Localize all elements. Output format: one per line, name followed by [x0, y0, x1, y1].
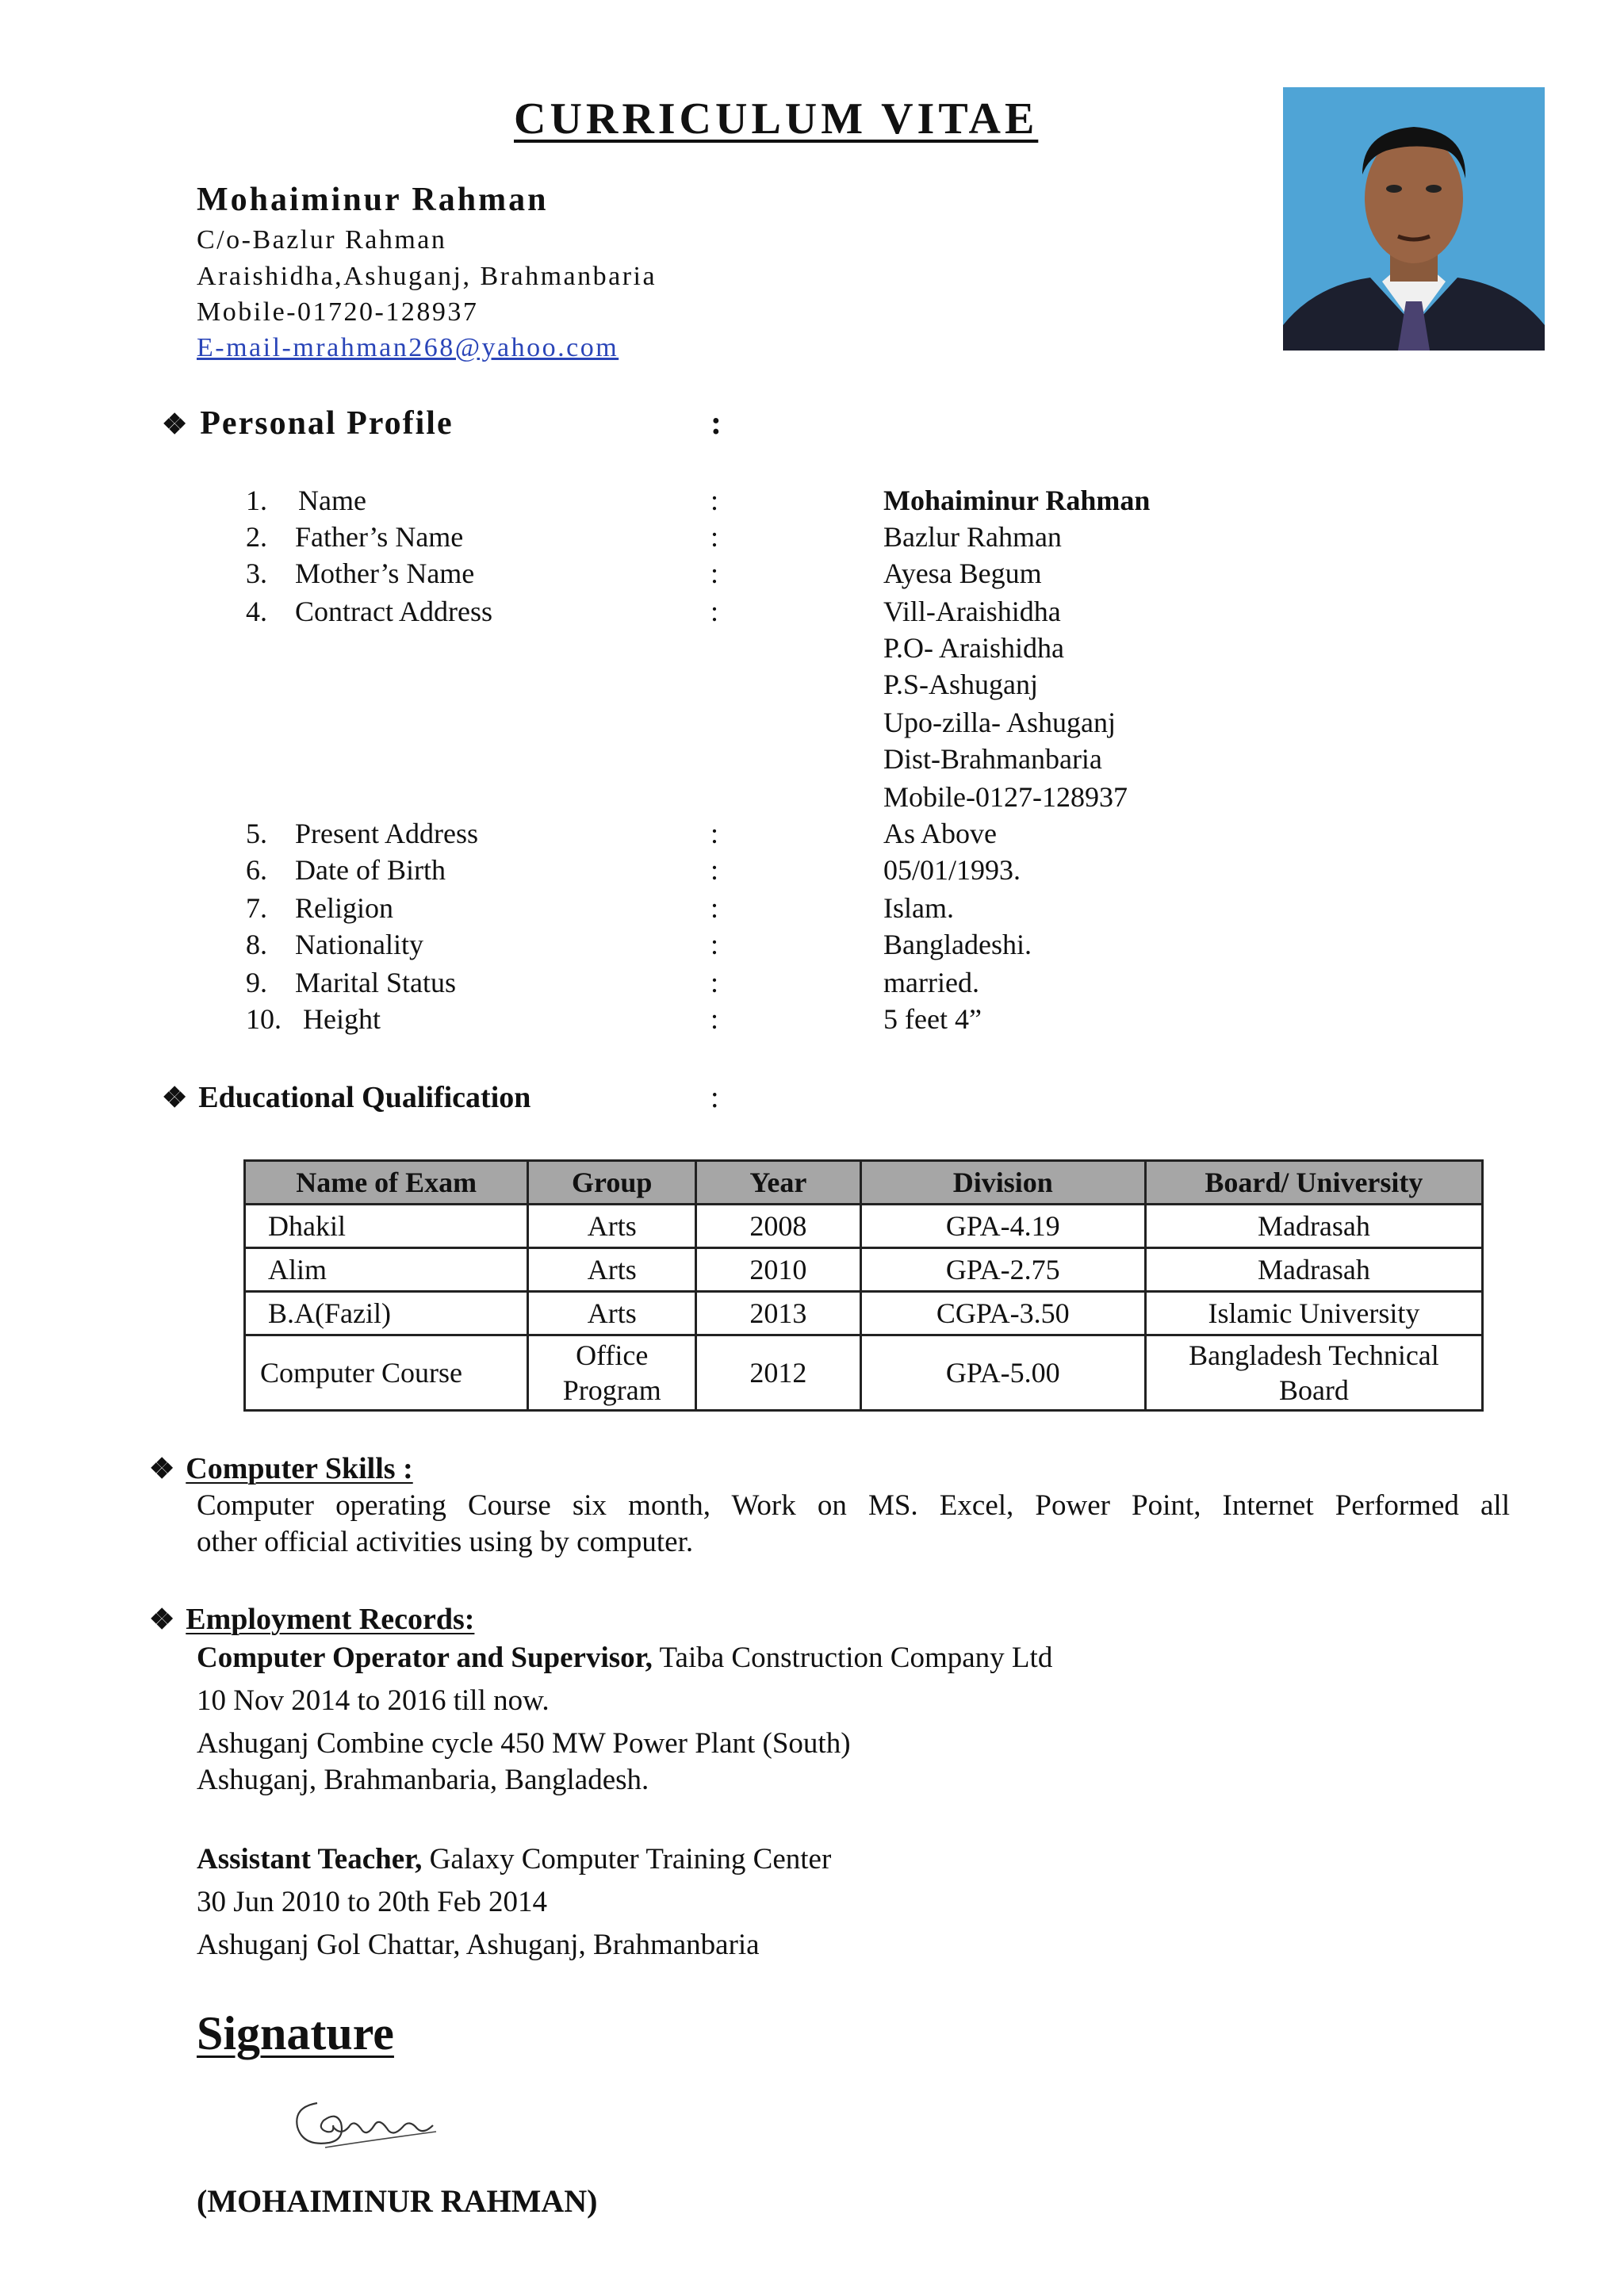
- email-link[interactable]: E-mail-mrahman268@yahoo.com: [197, 333, 619, 362]
- profile-value: Vill-Araishidha: [883, 596, 1061, 627]
- job-title-line: [197, 1640, 1052, 1676]
- profile-label: Contract Address: [295, 596, 492, 627]
- column-header: Year: [696, 1161, 861, 1205]
- profile-colon: :: [710, 521, 719, 553]
- profile-num: 2.: [246, 521, 267, 553]
- four-diamond-bullet-icon: ❖: [162, 408, 190, 440]
- four-diamond-bullet-icon: ❖: [149, 1603, 175, 1635]
- board-line: Bangladesh Technical: [1189, 1339, 1439, 1371]
- table-row: [245, 1292, 1483, 1335]
- profile-colon: :: [710, 485, 719, 516]
- table-header-row: [245, 1161, 1483, 1205]
- profile-colon: :: [710, 596, 719, 627]
- profile-num: 9.: [246, 967, 267, 998]
- employment-heading: ❖ Employment Records:: [149, 1603, 475, 1636]
- mobile-line: Mobile-01720-128937: [197, 297, 479, 327]
- job-location: Ashuganj Combine cycle 450 MW Power Plant (South): [197, 1727, 851, 1760]
- computer-skills-heading: ❖ Computer Skills :: [149, 1452, 413, 1485]
- profile-colon: :: [710, 557, 719, 589]
- address-extra-line: P.O- Araishidha: [883, 632, 1064, 664]
- table-cell: Computer Course: [245, 1335, 528, 1411]
- job-company: Taiba Construction Company Ltd: [652, 1642, 1053, 1674]
- table-cell: B.A(Fazil): [245, 1292, 528, 1335]
- profile-value: married.: [883, 967, 979, 998]
- profile-colon: :: [710, 892, 719, 924]
- computer-skills-text: [197, 1488, 1510, 1561]
- profile-num: 6.: [246, 854, 267, 886]
- profile-label: Height: [303, 1003, 381, 1035]
- education-heading: ❖ Educational Qualification: [162, 1081, 531, 1114]
- address-extra-line: Mobile-0127-128937: [883, 781, 1128, 813]
- address-extra-line: Upo-zilla- Ashuganj: [883, 707, 1116, 738]
- table-row: [245, 1248, 1483, 1292]
- table-cell: 2013: [696, 1292, 861, 1335]
- table-cell: Dhakil: [245, 1205, 528, 1248]
- job-location: Ashuganj Gol Chattar, Ashuganj, Brahmanbaria: [197, 1929, 760, 1961]
- profile-num: 5.: [246, 818, 267, 849]
- person-portrait-image: [1283, 87, 1545, 351]
- personal-profile-heading: ❖ Personal Profile: [162, 405, 454, 442]
- job-entry: [197, 1640, 1052, 1799]
- profile-value: Ayesa Begum: [883, 557, 1042, 589]
- address-line: Araishidha,Ashuganj, Brahmanbaria: [197, 262, 657, 291]
- table-cell: Arts: [528, 1248, 696, 1292]
- table-cell: Arts: [528, 1205, 696, 1248]
- profile-colon: :: [710, 818, 719, 849]
- skills-line: Computer operating Course six month, Work on MS. Excel, Power Point, Internet Performed all: [197, 1489, 1510, 1522]
- group-line: Office: [576, 1339, 649, 1371]
- table-row: [245, 1335, 1483, 1411]
- column-header: Division: [860, 1161, 1145, 1205]
- job-period: 10 Nov 2014 to 2016 till now.: [197, 1684, 550, 1717]
- table-cell: GPA-4.19: [860, 1205, 1145, 1248]
- profile-colon: :: [710, 854, 719, 886]
- profile-colon: :: [710, 967, 719, 998]
- profile-num: 1.: [246, 485, 267, 516]
- profile-value: Islam.: [883, 892, 954, 924]
- job-company: Galaxy Computer Training Center: [422, 1843, 832, 1875]
- signature-heading: Signature: [197, 2007, 394, 2059]
- education-colon: :: [710, 1081, 719, 1114]
- profile-value: Mohaiminur Rahman: [883, 485, 1151, 516]
- profile-num: 7.: [246, 892, 267, 924]
- profile-label: Marital Status: [295, 967, 456, 998]
- table-cell: Madrasah: [1145, 1248, 1482, 1292]
- group-line: Program: [562, 1374, 661, 1406]
- column-header: Name of Exam: [245, 1161, 528, 1205]
- four-diamond-bullet-icon: ❖: [149, 1453, 175, 1485]
- table-cell: Arts: [528, 1292, 696, 1335]
- table-cell: GPA-2.75: [860, 1248, 1145, 1292]
- profile-label: Mother’s Name: [295, 557, 475, 589]
- profile-value: Bazlur Rahman: [883, 521, 1062, 553]
- table-cell: [528, 1335, 696, 1411]
- profile-colon: :: [710, 1003, 719, 1035]
- profile-colon: :: [710, 929, 719, 960]
- candidate-name: Mohaiminur Rahman: [197, 182, 549, 218]
- job-entry: [197, 1841, 831, 1964]
- personal-profile-colon: :: [710, 405, 723, 442]
- board-line: Board: [1278, 1374, 1349, 1406]
- signature-name: (MOHAIMINUR RAHMAN): [197, 2183, 598, 2219]
- profile-num: 4.: [246, 596, 267, 627]
- cv-title: CURRICULUM VITAE: [514, 94, 1039, 144]
- table-cell: 2010: [696, 1248, 861, 1292]
- profile-label: Father’s Name: [295, 521, 464, 553]
- profile-label: Nationality: [295, 929, 423, 960]
- table-cell: 2012: [696, 1335, 861, 1411]
- handwritten-signature-image: [285, 2079, 460, 2170]
- profile-label: Name: [298, 485, 366, 516]
- address-extra-line: Dist-Brahmanbaria: [883, 743, 1102, 775]
- profile-label: Present Address: [295, 818, 478, 849]
- profile-label: Religion: [295, 892, 393, 924]
- profile-value: As Above: [883, 818, 997, 849]
- care-of-line: C/o-Bazlur Rahman: [197, 225, 447, 255]
- table-row: [245, 1205, 1483, 1248]
- job-title-line: [197, 1841, 831, 1878]
- profile-num: 3.: [246, 557, 267, 589]
- profile-value: Bangladeshi.: [883, 929, 1032, 960]
- column-header: Group: [528, 1161, 696, 1205]
- profile-value: 05/01/1993.: [883, 854, 1021, 886]
- table-cell: 2008: [696, 1205, 861, 1248]
- four-diamond-bullet-icon: ❖: [162, 1082, 188, 1113]
- table-cell: [1145, 1335, 1482, 1411]
- column-header: Board/ University: [1145, 1161, 1482, 1205]
- table-cell: Islamic University: [1145, 1292, 1482, 1335]
- profile-photo: [1283, 87, 1545, 351]
- table-cell: CGPA-3.50: [860, 1292, 1145, 1335]
- job-title: Computer Operator and Supervisor,: [197, 1642, 653, 1674]
- skills-line: other official activities using by computer.: [197, 1526, 694, 1558]
- profile-label: Date of Birth: [295, 854, 446, 886]
- education-table: [243, 1159, 1484, 1412]
- profile-value: 5 feet 4”: [883, 1003, 982, 1035]
- table-cell: Madrasah: [1145, 1205, 1482, 1248]
- job-location: Ashuganj, Brahmanbaria, Bangladesh.: [197, 1764, 649, 1796]
- job-title: Assistant Teacher,: [197, 1843, 423, 1875]
- table-cell: Alim: [245, 1248, 528, 1292]
- address-extra-line: P.S-Ashuganj: [883, 669, 1039, 700]
- profile-num: 8.: [246, 929, 267, 960]
- job-period: 30 Jun 2010 to 20th Feb 2014: [197, 1886, 547, 1918]
- profile-num: 10.: [246, 1003, 282, 1035]
- table-cell: GPA-5.00: [860, 1335, 1145, 1411]
